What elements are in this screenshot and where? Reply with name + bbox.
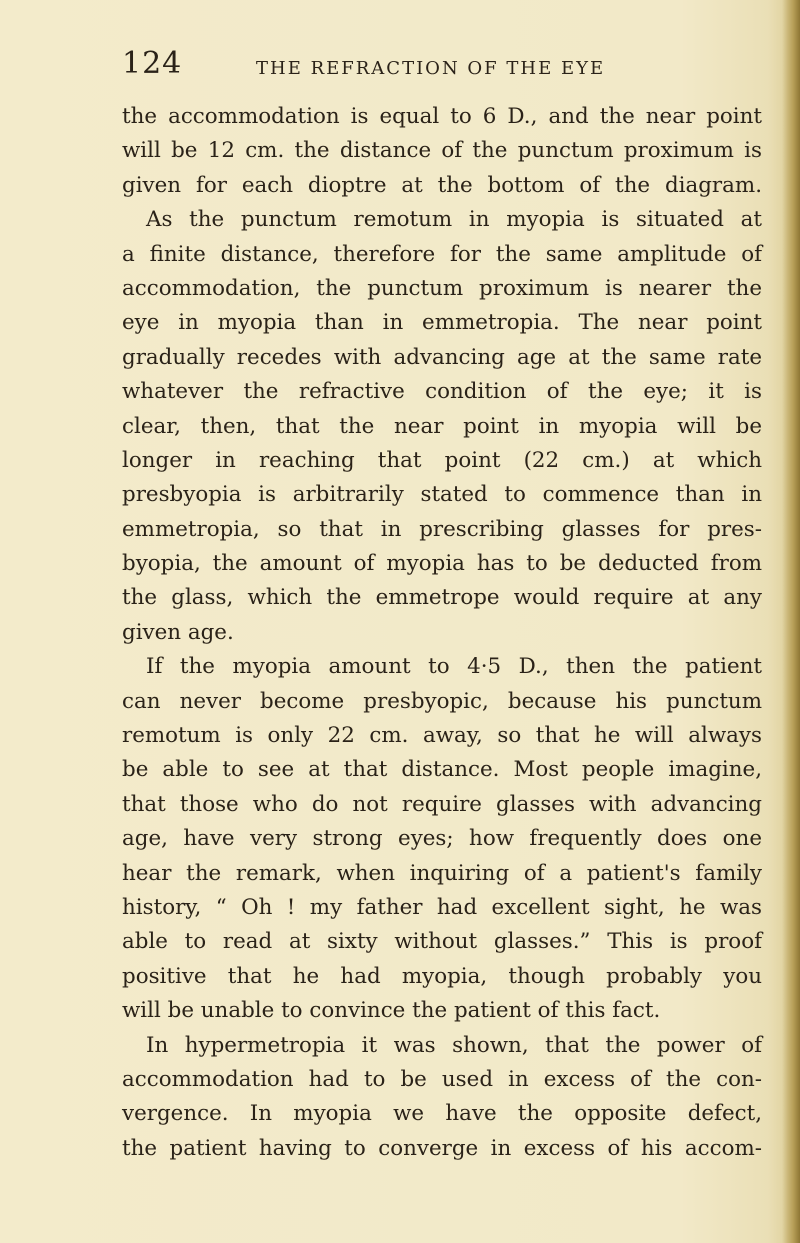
text-line: eye in myopia than in emmetropia. The near point (122, 310, 762, 336)
body-text (122, 100, 762, 1166)
text-line: accommodation, the punctum proximum is nearer the (122, 275, 762, 301)
text-line: whatever the refractive condition of the eye; it is (122, 379, 762, 405)
text-line: given for each dioptre at the bottom of the diagram. (122, 172, 762, 198)
text-line: that those who do not require glasses with advancing (122, 791, 762, 817)
text-line: will be unable to convince the patient of this fact. (122, 998, 661, 1024)
text-line: age, have very strong eyes; how frequently does one (122, 826, 762, 852)
text-line: able to read at sixty without glasses.” This is proof (122, 929, 762, 955)
page-number: 124 (122, 46, 183, 81)
text-line: the patient having to converge in excess of his accom- (122, 1135, 762, 1161)
text-line: longer in reaching that point (22 cm.) at which (122, 447, 762, 473)
running-head: THE REFRACTION OF THE EYE (256, 58, 606, 79)
text-line: the glass, which the emmetrope would require at any (122, 585, 762, 611)
text-line: given age. (122, 619, 234, 645)
text-line: remotum is only 22 cm. away, so that he will always (122, 723, 762, 749)
text-line: positive that he had myopia, though probably you (122, 963, 762, 989)
text-line: vergence. In myopia we have the opposite defect, (122, 1101, 762, 1127)
text-line: emmetropia, so that in prescribing glasses for pres- (122, 516, 762, 542)
text-line: history, “ Oh ! my father had excellent sight, he was (122, 894, 762, 920)
text-line: As the punctum remotum in myopia is situated at (146, 207, 762, 233)
text-line: will be 12 cm. the distance of the punctum proximum is (122, 138, 762, 164)
page-edge-shadow (782, 0, 800, 1243)
text-line: gradually recedes with advancing age at the same rate (122, 344, 762, 370)
text-line: presbyopia is arbitrarily stated to commence than in (122, 482, 762, 508)
text-line: In hypermetropia it was shown, that the power of (146, 1032, 762, 1058)
text-line: accommodation had to be used in excess of the con- (122, 1066, 762, 1092)
text-line: be able to see at that distance. Most people imagine, (122, 757, 762, 783)
text-line: If the myopia amount to 4·5 D., then the patient (146, 654, 762, 680)
text-line: a finite distance, therefore for the same amplitude of (122, 241, 762, 267)
text-line: the accommodation is equal to 6 D., and the near point (122, 104, 762, 129)
page-header (122, 46, 762, 86)
text-line: hear the remark, when inquiring of a patient's family (122, 860, 762, 886)
text-line: byopia, the amount of myopia has to be deducted from (122, 551, 762, 577)
text-line: clear, then, that the near point in myopia will be (122, 413, 762, 439)
text-line: can never become presbyopic, because his punctum (122, 688, 762, 714)
